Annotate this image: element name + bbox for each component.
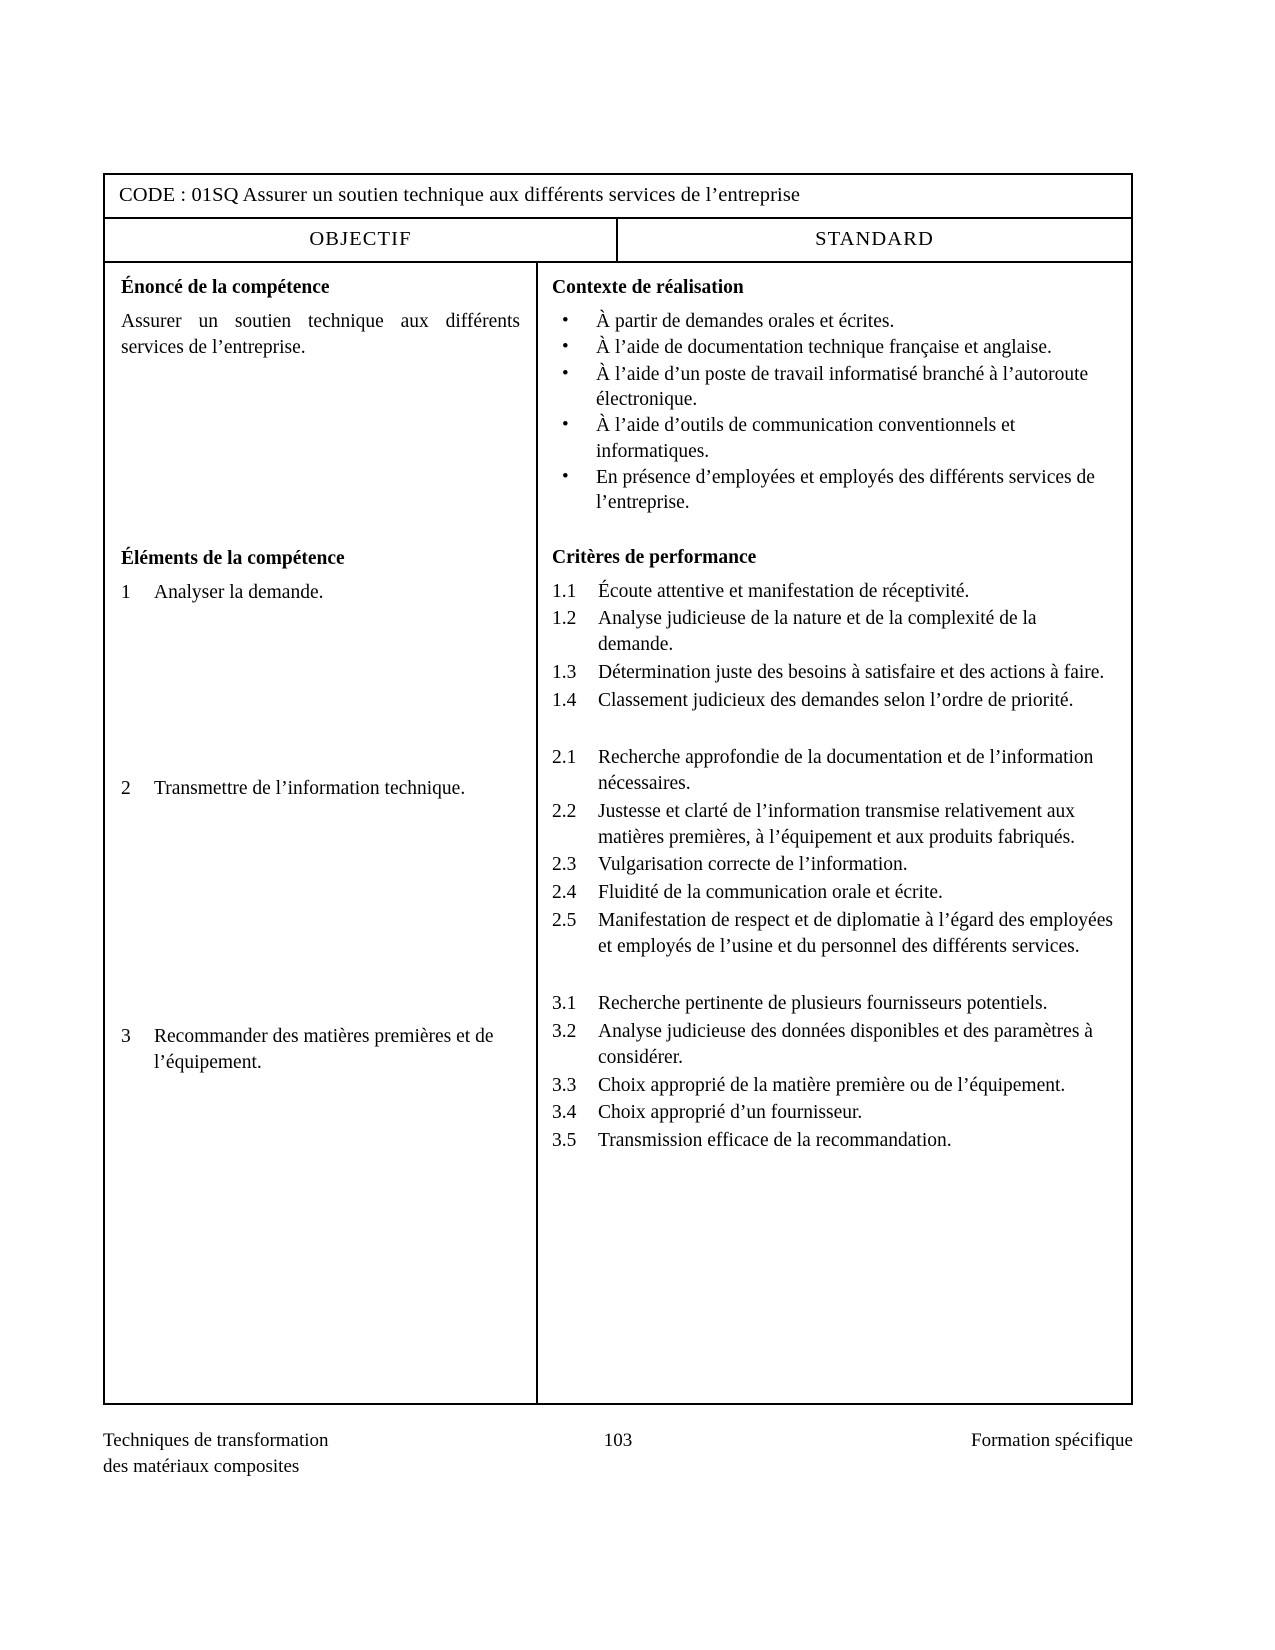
- element-text: Recommander des matières premières et de l’équipement.: [154, 1025, 494, 1073]
- column-header-objectif: OBJECTIF: [105, 219, 618, 261]
- critere-number: 2.1: [552, 747, 577, 769]
- critere-text: Recherche approfondie de la documentation et de l’information nécessaires.: [598, 747, 1094, 795]
- critere-number: 1.1: [552, 580, 577, 602]
- list-item: [121, 1024, 520, 1075]
- elements-title: Éléments de la compétence: [121, 548, 345, 570]
- critere-text: Recherche pertinente de plusieurs fournisseurs potentiels.: [598, 993, 1048, 1015]
- list-item: [552, 413, 1115, 464]
- critere-text: Choix approprié d’un fournisseur.: [598, 1102, 863, 1124]
- contexte-title: Contexte de réalisation: [552, 277, 744, 298]
- list-item: [552, 606, 1115, 657]
- critere-text: Classement judicieux des demandes selon l’ordre de priorité.: [598, 689, 1074, 711]
- list-item: [552, 465, 1115, 516]
- table-header-row: [105, 219, 1131, 263]
- element-number: 2: [121, 778, 131, 800]
- critere-text: Analyse judicieuse de la nature et de la complexité de la demande.: [598, 608, 1037, 656]
- enonce-text: Assurer un soutien technique aux différents services de l’entreprise.: [121, 311, 520, 358]
- critere-number: 1.4: [552, 689, 577, 711]
- list-item: [552, 745, 1115, 796]
- contexte-text: En présence d’employées et employés des différents services de l’entreprise.: [596, 467, 1095, 514]
- contexte-text: À l’aide d’outils de communication conventionnels et informatiques.: [596, 415, 1016, 462]
- critere-number: 3.2: [552, 1021, 577, 1043]
- list-item: [552, 688, 1115, 714]
- critere-text: Écoute attentive et manifestation de réceptivité.: [598, 580, 970, 602]
- critere-text: Fluidité de la communication orale et écrite.: [598, 882, 943, 904]
- critere-text: Transmission efficace de la recommandation.: [598, 1129, 952, 1151]
- table-body-row: [105, 263, 1131, 1403]
- critere-number: 2.4: [552, 882, 577, 904]
- list-item: [552, 991, 1115, 1017]
- criteres-group-1: [552, 579, 1115, 714]
- criteres-gap: [552, 961, 1115, 991]
- objectif-spacer: [121, 362, 520, 544]
- footer-section: Formation spécifique: [971, 1430, 1133, 1451]
- list-item: [552, 579, 1115, 605]
- list-item: [552, 1019, 1115, 1070]
- contexte-list: [552, 309, 1115, 516]
- list-item: [552, 660, 1115, 686]
- critere-text: Choix approprié de la matière première ou de l’équipement.: [598, 1074, 1066, 1096]
- enonce-title: Énoncé de la compétence: [121, 277, 330, 298]
- list-item: [552, 908, 1115, 959]
- bullet-icon: •: [562, 466, 569, 488]
- critere-number: 2.2: [552, 800, 577, 822]
- critere-text: Analyse judicieuse des données disponibles et des paramètres à considérer.: [598, 1021, 1093, 1068]
- objectif-column: [105, 263, 538, 1403]
- element-gap: [121, 608, 520, 776]
- list-item: [552, 852, 1115, 878]
- contexte-text: À l’aide de documentation technique française et anglaise.: [596, 337, 1052, 359]
- elements-list: [121, 580, 520, 1075]
- list-item: [552, 880, 1115, 906]
- contexte-text: À partir de demandes orales et écrites.: [596, 311, 895, 332]
- critere-number: 3.4: [552, 1102, 577, 1124]
- bullet-icon: •: [562, 414, 569, 436]
- list-item: [552, 335, 1115, 360]
- list-item: [552, 1073, 1115, 1099]
- element-number: 3: [121, 1025, 131, 1047]
- element-gap: [121, 804, 520, 1024]
- competency-table: [103, 173, 1133, 1405]
- list-item: [552, 1128, 1115, 1154]
- element-text: Transmettre de l’information technique.: [154, 778, 466, 800]
- bullet-icon: •: [562, 336, 569, 358]
- critere-text: Justesse et clarté de l’information transmise relativement aux matières premières, à l’équipement et aux produits fabriqués.: [598, 800, 1076, 848]
- criteres-group-3: [552, 991, 1115, 1153]
- contexte-text: À l’aide d’un poste de travail informatisé branché à l’autoroute électronique.: [596, 363, 1089, 411]
- footer-program: [103, 1428, 523, 1479]
- critere-text: Détermination juste des besoins à satisfaire et des actions à faire.: [598, 661, 1105, 683]
- bullet-icon: •: [562, 362, 569, 384]
- critere-number: 2.3: [552, 854, 577, 876]
- element-number: 1: [121, 582, 131, 604]
- footer-program-line1: Techniques de transformation: [103, 1430, 329, 1451]
- list-item: [121, 580, 520, 606]
- code-row: [105, 175, 1131, 219]
- criteres-title: Critères de performance: [552, 546, 757, 568]
- critere-number: 1.3: [552, 661, 577, 683]
- critere-text: Manifestation de respect et de diplomatie à l’égard des employées et employés de l’usine et du personnel des différents services.: [598, 909, 1113, 957]
- criteres-group-2: [552, 745, 1115, 959]
- page-footer: [103, 1428, 1133, 1479]
- critere-number: 2.5: [552, 909, 577, 931]
- list-item: [552, 799, 1115, 850]
- critere-number: 3.1: [552, 993, 577, 1015]
- page-number: 103: [603, 1430, 633, 1451]
- critere-text: Vulgarisation correcte de l’information.: [598, 854, 908, 876]
- list-item: [121, 776, 520, 802]
- critere-number: 1.2: [552, 608, 577, 630]
- code-text: CODE : 01SQ Assurer un soutien technique aux différents services de l’entreprise: [119, 184, 801, 206]
- column-header-standard: STANDARD: [815, 228, 934, 250]
- standard-column: [538, 263, 1131, 1403]
- list-item: [552, 309, 1115, 334]
- critere-number: 3.3: [552, 1074, 577, 1096]
- bullet-icon: •: [562, 310, 569, 331]
- criteres-gap: [552, 715, 1115, 745]
- list-item: [552, 362, 1115, 413]
- list-item: [552, 1100, 1115, 1126]
- standard-spacer: [552, 517, 1115, 543]
- element-text: Analyser la demande.: [154, 582, 324, 604]
- footer-program-line2: des matériaux composites: [103, 1455, 300, 1477]
- critere-number: 3.5: [552, 1129, 577, 1151]
